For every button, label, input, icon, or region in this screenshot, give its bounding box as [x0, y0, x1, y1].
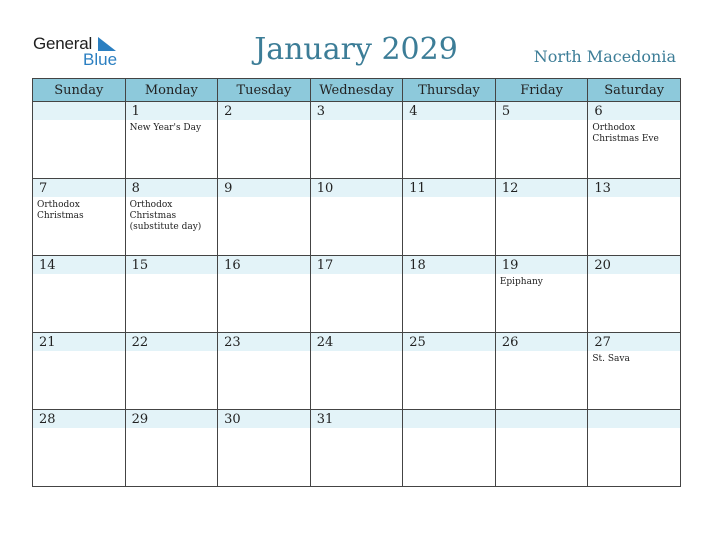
- day-cell: [218, 179, 311, 256]
- day-number: 4: [409, 104, 418, 119]
- day-number: 26: [501, 335, 519, 350]
- day-number: 6: [594, 104, 603, 119]
- day-number-band: [588, 410, 680, 428]
- day-number: 1: [131, 104, 140, 119]
- holiday-label: Orthodox Christmas Eve: [592, 123, 659, 144]
- day-cell: [33, 333, 126, 410]
- day-cell: [495, 102, 588, 179]
- calendar-title: January 2029: [254, 32, 458, 67]
- day-number: 31: [316, 412, 334, 427]
- day-number: 19: [501, 258, 519, 273]
- day-number: 25: [409, 335, 426, 350]
- weekday-header: Saturday: [588, 79, 681, 102]
- day-cell: [218, 333, 311, 410]
- day-cell: [403, 256, 496, 333]
- day-cell: [588, 333, 681, 410]
- day-number: 9: [224, 181, 233, 196]
- weekday-header: Thursday: [403, 79, 496, 102]
- day-cell: [310, 179, 403, 256]
- day-number: 24: [316, 335, 334, 350]
- day-cell: [588, 410, 681, 487]
- day-number: 22: [131, 335, 149, 350]
- logo-blue-text: Blue: [83, 50, 118, 69]
- week-row: [33, 102, 681, 179]
- weekday-header-row: [33, 79, 681, 102]
- day-cell: [125, 410, 218, 487]
- day-number: 21: [39, 335, 56, 350]
- day-cell: [33, 102, 126, 179]
- holiday-label: Orthodox Christmas: [37, 200, 84, 221]
- day-number-band: [33, 102, 125, 120]
- day-number: 7: [39, 181, 48, 196]
- day-cell: [403, 410, 496, 487]
- day-cell: [218, 410, 311, 487]
- day-number: 10: [316, 181, 334, 196]
- holiday-label: New Year's Day: [129, 123, 202, 133]
- day-cell: [310, 333, 403, 410]
- holiday-label: Epiphany: [499, 277, 543, 287]
- holiday-label: Orthodox Christmas (substitute day): [129, 200, 202, 232]
- day-number-band: [403, 410, 495, 428]
- day-cell: [588, 179, 681, 256]
- day-number: 3: [316, 104, 325, 119]
- day-cell: [495, 410, 588, 487]
- day-number: 13: [594, 181, 611, 196]
- calendar-grid: [32, 78, 681, 487]
- day-cell: [33, 256, 126, 333]
- country-name: North Macedonia: [533, 47, 676, 66]
- holiday-label: St. Sava: [592, 354, 630, 364]
- day-cell: [310, 256, 403, 333]
- day-number: 12: [501, 181, 519, 196]
- day-cell: [588, 102, 681, 179]
- week-row: [33, 333, 681, 410]
- weekday-header: Wednesday: [310, 79, 403, 102]
- day-cell: [403, 179, 496, 256]
- day-cell: [33, 179, 126, 256]
- day-cell: [495, 256, 588, 333]
- day-number: 8: [131, 181, 140, 196]
- day-number: 17: [316, 258, 334, 273]
- day-cell: [588, 256, 681, 333]
- day-number: 28: [39, 412, 56, 427]
- day-number: 23: [224, 335, 241, 350]
- day-cell: [218, 102, 311, 179]
- day-number: 5: [501, 104, 511, 119]
- weekday-header: Friday: [495, 79, 588, 102]
- day-number: 11: [409, 181, 426, 196]
- day-cell: [495, 333, 588, 410]
- weekday-header: Sunday: [33, 79, 126, 102]
- day-cell: [33, 410, 126, 487]
- weekday-header: Tuesday: [218, 79, 311, 102]
- day-number: 2: [224, 104, 233, 119]
- day-number-band: [496, 410, 588, 428]
- day-cell: [403, 333, 496, 410]
- day-cell: [218, 256, 311, 333]
- day-cell: [125, 256, 218, 333]
- day-number: 15: [131, 258, 149, 273]
- day-number: 20: [594, 258, 611, 273]
- week-row: [33, 179, 681, 256]
- day-cell: [310, 410, 403, 487]
- day-number: 14: [39, 258, 56, 273]
- day-number: 27: [594, 335, 611, 350]
- day-cell: [125, 102, 218, 179]
- week-row: [33, 410, 681, 487]
- day-number: 30: [224, 412, 241, 427]
- day-number: 29: [131, 412, 149, 427]
- week-row: [33, 256, 681, 333]
- logo-general-text: General: [33, 34, 93, 53]
- day-number: 18: [409, 258, 426, 273]
- day-cell: [495, 179, 588, 256]
- weekday-header: Monday: [125, 79, 218, 102]
- day-cell: [125, 333, 218, 410]
- day-cell: [310, 102, 403, 179]
- day-cell: [125, 179, 218, 256]
- day-cell: [403, 102, 496, 179]
- day-number: 16: [224, 258, 241, 273]
